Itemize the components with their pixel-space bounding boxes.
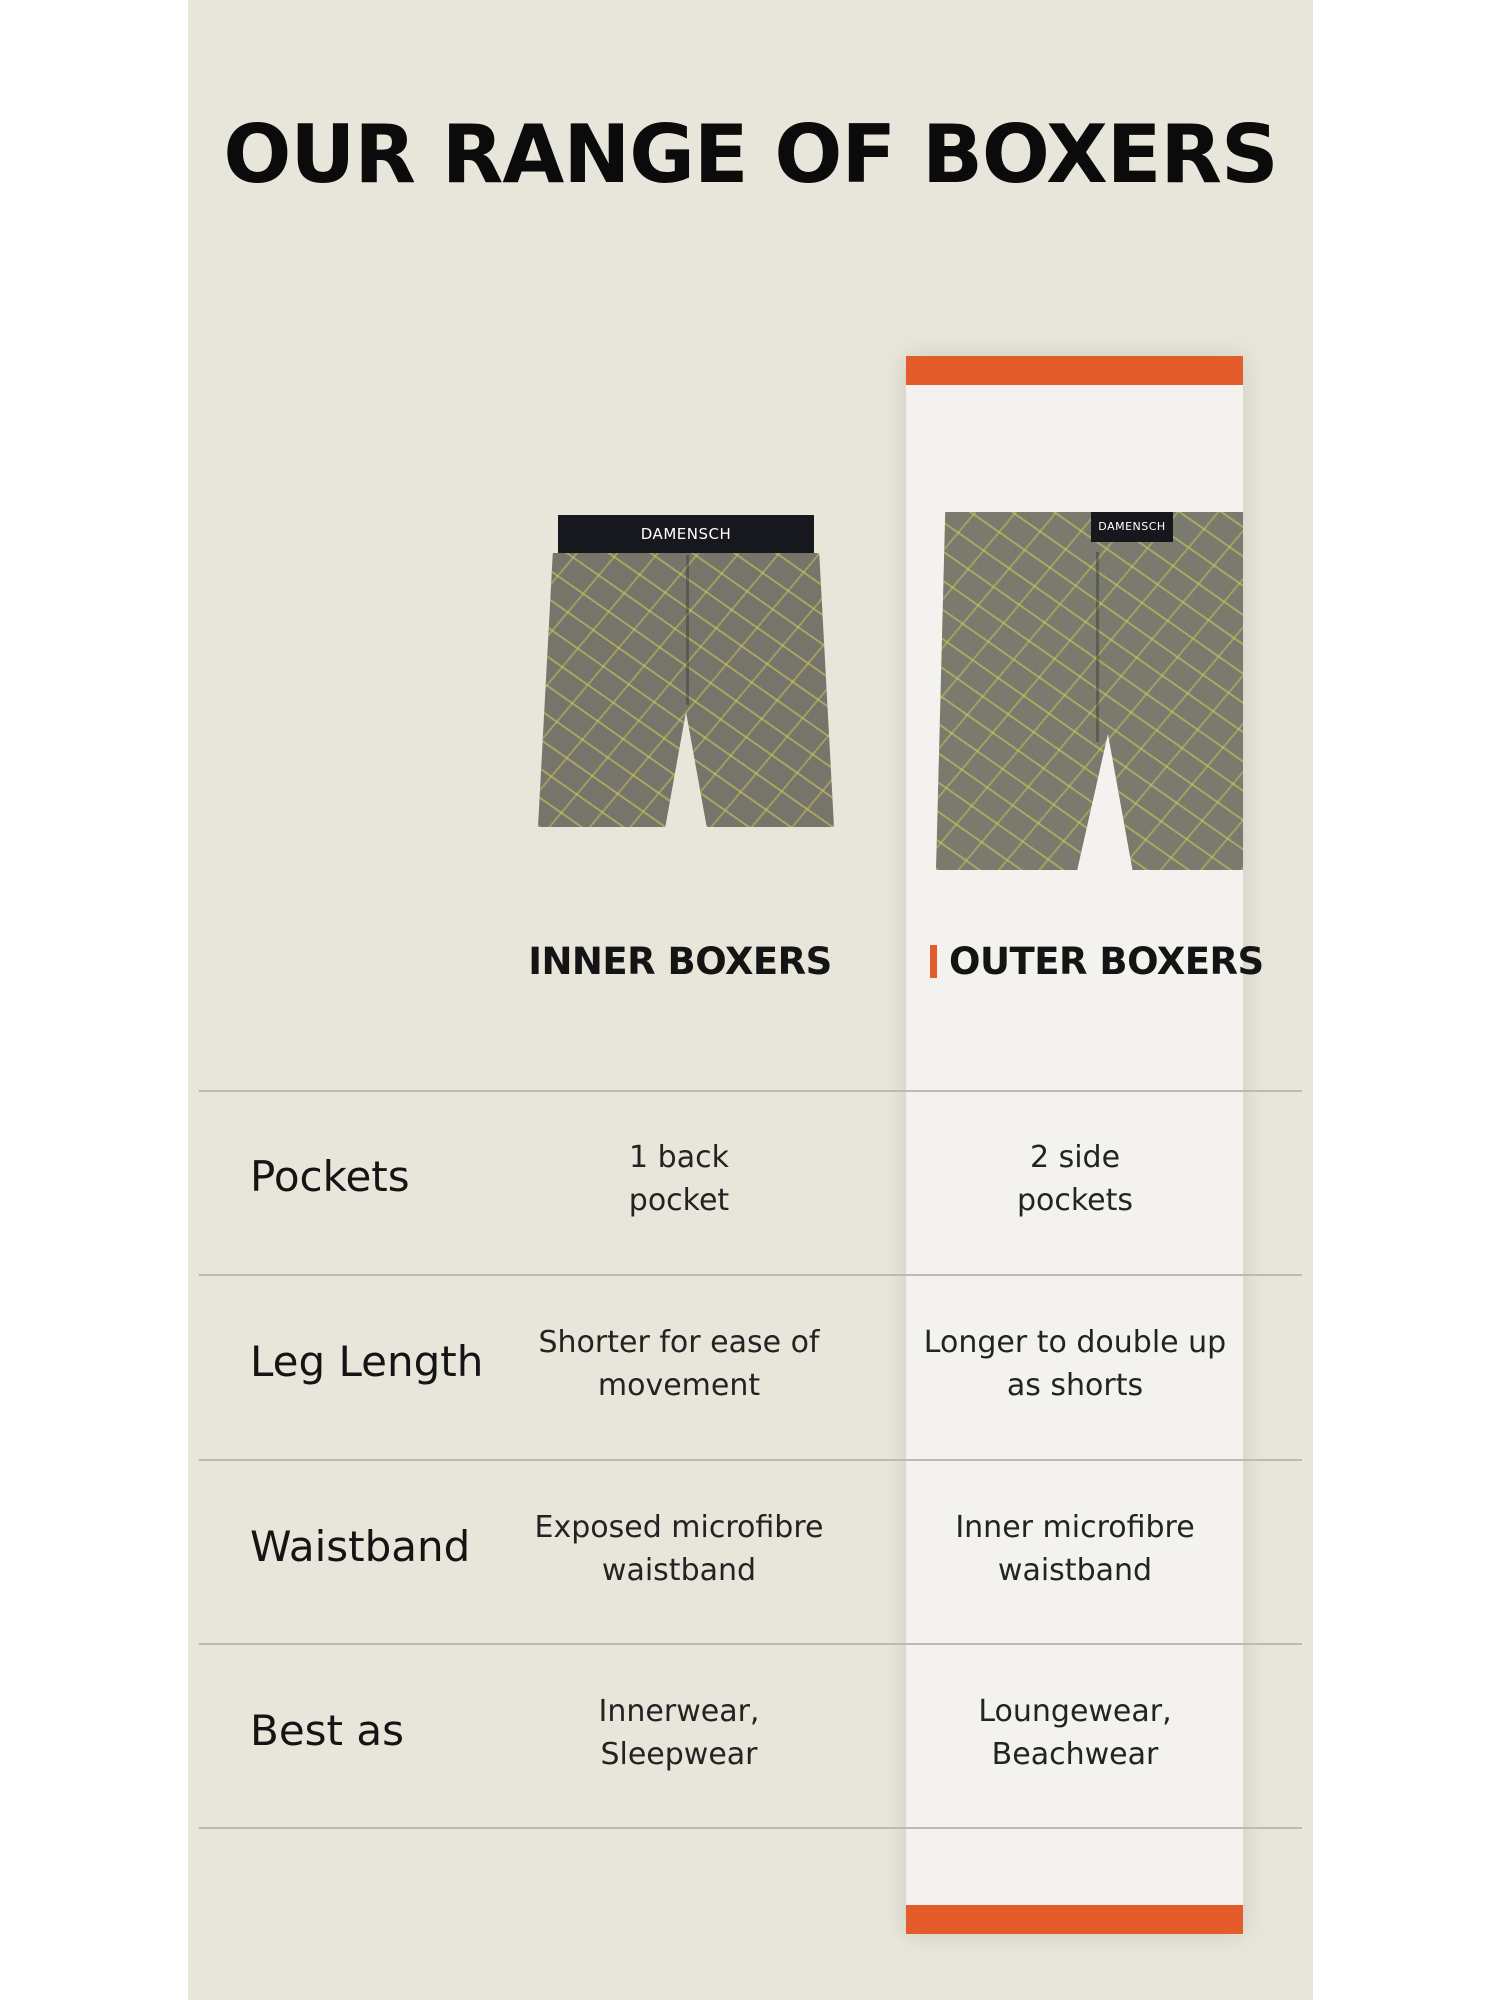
outer-boxers-heading: [930, 940, 1264, 983]
inner-boxer-image: [538, 515, 834, 827]
row-label-waistband: Waistband: [250, 1522, 471, 1571]
inner-boxer-waistband-logo: DAMENSCH: [558, 515, 814, 553]
accent-tick: [930, 945, 937, 978]
cell-outer-leg-length: Longer to double up as shorts: [923, 1325, 1227, 1403]
row-label-leg-length: Leg Length: [250, 1337, 484, 1386]
row-label-best-as: Best as: [250, 1706, 404, 1755]
inner-boxers-heading: INNER BOXERS: [528, 940, 832, 983]
cell-outer-best-as: Loungewear, Beachwear: [978, 1694, 1172, 1772]
cell-inner-pockets: 1 back pocket: [628, 1140, 730, 1218]
outer-boxers-heading-text: OUTER BOXERS: [949, 940, 1264, 983]
row-divider: [199, 1643, 1302, 1645]
outer-boxer-image: [936, 512, 1243, 870]
cell-outer-pockets: 2 side pockets: [1016, 1140, 1134, 1218]
row-divider: [199, 1827, 1302, 1829]
row-divider: [199, 1090, 1302, 1092]
outer-boxer-fly: [1096, 552, 1099, 742]
outer-boxer-waistband-logo: DAMENSCH: [1091, 512, 1173, 542]
inner-boxer-fly: [686, 555, 689, 705]
row-divider: [199, 1274, 1302, 1276]
cell-outer-waistband: Inner microfibre waistband: [955, 1510, 1195, 1588]
accent-bar-bottom: [906, 1905, 1243, 1934]
outer-boxer-fabric: [936, 512, 1243, 870]
row-divider: [199, 1459, 1302, 1461]
cell-inner-waistband: Exposed microfibre waistband: [534, 1510, 824, 1588]
page-title: OUR RANGE OF BOXERS: [223, 108, 1278, 201]
cell-inner-leg-length: Shorter for ease of movement: [538, 1325, 820, 1403]
accent-bar-top: [906, 356, 1243, 385]
row-label-pockets: Pockets: [250, 1152, 410, 1201]
comparison-panel: [188, 0, 1313, 2000]
cell-inner-best-as: Innerwear, Sleepwear: [598, 1694, 760, 1772]
